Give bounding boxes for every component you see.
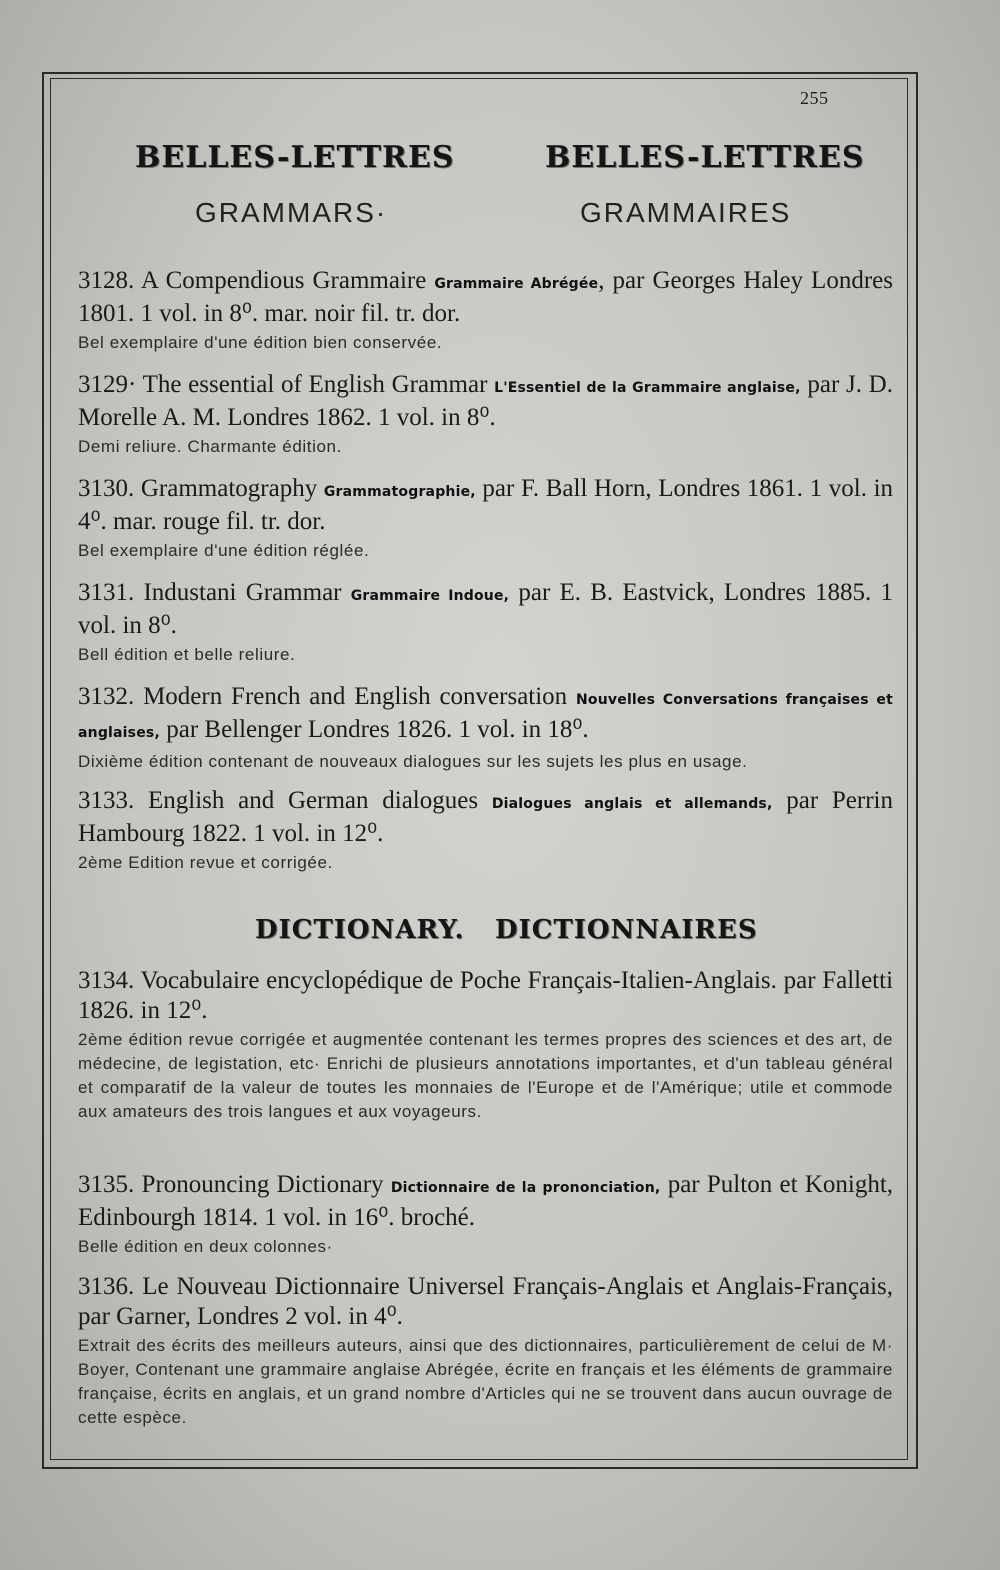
catalog-entry xyxy=(78,474,893,563)
entry-note: 2ème Edition revue et corrigée. xyxy=(78,853,333,872)
subheading-left: GRAMMARS· xyxy=(195,197,388,228)
catalog-entry xyxy=(78,1272,893,1430)
entry-title: Pronouncing Dictionary xyxy=(141,1171,384,1198)
entry-french-title: Grammaire Abrégée xyxy=(434,276,599,292)
entry-number: 3133. xyxy=(78,787,135,814)
entry-text xyxy=(78,682,893,748)
section-heading-right: BELLES-LETTRES xyxy=(545,140,865,175)
entry-number: 3131. xyxy=(78,579,135,606)
entry-details: par Falletti 1826. in 12⁰. xyxy=(78,967,894,1024)
entry-title: Modern French and English conversation xyxy=(143,683,568,710)
entry-note: 2ème édition revue corrigée et augmentée contenant les termes propres des sciences et des art, de médecine, de legistation, etc· Enrichi de plusieurs annotations importantes, et d'un tableau général et comparatif de la valeur de toutes les monnaies de l'Europe et de l'Amérique; utile et commode aux amateurs des trois langues et aux voyageurs. xyxy=(78,1030,893,1121)
entry-number: 3132. xyxy=(78,683,135,710)
entry-details: par F. Ball Horn, Londres 1861. 1 vol. in 4⁰. mar. rouge fil. tr. dor. xyxy=(78,475,894,535)
entry-title: English and German dialogues xyxy=(148,787,479,814)
entry-text xyxy=(78,370,893,433)
page-number: 255 xyxy=(800,88,829,108)
entry-details: par J. D. Morelle A. M. Londres 1862. 1 vol. in 8⁰. xyxy=(78,371,893,431)
dictionary-heading-left: DICTIONARY. xyxy=(255,915,465,945)
catalog-entry xyxy=(78,682,893,774)
entry-details: par Pulton et Konight, Edinbourgh 1814. 1 vol. in 16⁰. broché. xyxy=(78,1171,894,1231)
entry-number: 3128. xyxy=(78,267,135,294)
entry-text xyxy=(78,1272,893,1332)
entry-title: The essential of English Grammar xyxy=(142,371,488,398)
entry-note: Dixième édition contenant de nouveaux dialogues sur les sujets les plus en usage. xyxy=(78,752,748,771)
catalog-entry xyxy=(78,1170,893,1259)
entry-title: Industani Grammar xyxy=(143,579,342,606)
entry-number: 3135. xyxy=(78,1171,135,1198)
entry-text xyxy=(78,786,893,849)
entry-details: par Perrin Hambourg 1822. 1 vol. in 12⁰. xyxy=(78,787,893,847)
entry-note: Bell édition et belle reliure. xyxy=(78,645,296,664)
entry-text xyxy=(78,1170,893,1233)
entry-note: Bel exemplaire d'une édition réglée. xyxy=(78,541,370,560)
entry-text xyxy=(78,966,893,1026)
entry-text xyxy=(78,578,893,641)
entry-french-title: L'Essentiel de la Grammaire anglaise, xyxy=(494,380,801,396)
entry-french-title: Grammatographie, xyxy=(323,484,476,500)
entry-number: 3130. xyxy=(78,475,135,502)
entry-text xyxy=(78,474,893,537)
entry-title: Le Nouveau Dictionnaire Universel Français-Anglais et Anglais-Français, par Garner, Londres 2 vol. in 4⁰. xyxy=(78,1273,894,1330)
entry-note: Demi reliure. Charmante édition. xyxy=(78,437,342,456)
entry-details: par E. B. Eastvick, Londres 1885. 1 vol. in 8⁰. xyxy=(78,579,893,639)
entry-title: Grammatography xyxy=(140,475,318,502)
catalog-entry xyxy=(78,786,893,875)
entry-note: Belle édition en deux colonnes· xyxy=(78,1237,333,1256)
catalog-entry xyxy=(78,578,893,667)
entry-title: A Compendious Grammaire xyxy=(140,267,427,294)
entry-french-title: Dialogues anglais et allemands, xyxy=(491,796,773,812)
entry-details: par Bellenger Londres 1826. 1 vol. in 18⁰. xyxy=(166,716,589,743)
entry-number: 3129· xyxy=(78,371,137,398)
catalog-entry xyxy=(78,966,893,1124)
dictionary-heading-right: DICTIONNAIRES xyxy=(495,915,758,945)
entry-number: 3134. xyxy=(78,967,135,994)
section-heading-left: BELLES-LETTRES xyxy=(135,140,455,175)
entry-note: Extrait des écrits des meilleurs auteurs, ainsi que des dictionnaires, particulièrement de celui de M· Boyer, Contenant une grammaire anglaise Abrégée, écrite en français et les éléments de grammaire française, écrits en anglais, et un grand nombre d'Articles qui ne se trouvent dans aucun ouvrage de cette espèce. xyxy=(78,1336,893,1427)
entry-note: Bel exemplaire d'une édition bien conservée. xyxy=(78,333,443,352)
entry-text xyxy=(78,266,893,329)
catalog-entry xyxy=(78,370,893,459)
subheading-right: GRAMMAIRES xyxy=(580,197,792,228)
entry-title: Vocabulaire encyclopédique de Poche Français-Italien-Anglais. xyxy=(140,967,777,994)
catalog-entry xyxy=(78,266,893,355)
entry-details: , par Georges Haley Londres 1801. 1 vol. in 8⁰. mar. noir fil. tr. dor. xyxy=(78,267,893,327)
entry-french-title: Dictionnaire de la prononciation, xyxy=(390,1180,661,1196)
entry-french-title: Nouvelles Conversations françaises et anglaises, xyxy=(78,692,893,741)
entry-number: 3136. xyxy=(78,1273,135,1300)
entry-french-title: Grammaire Indoue, xyxy=(350,588,510,604)
